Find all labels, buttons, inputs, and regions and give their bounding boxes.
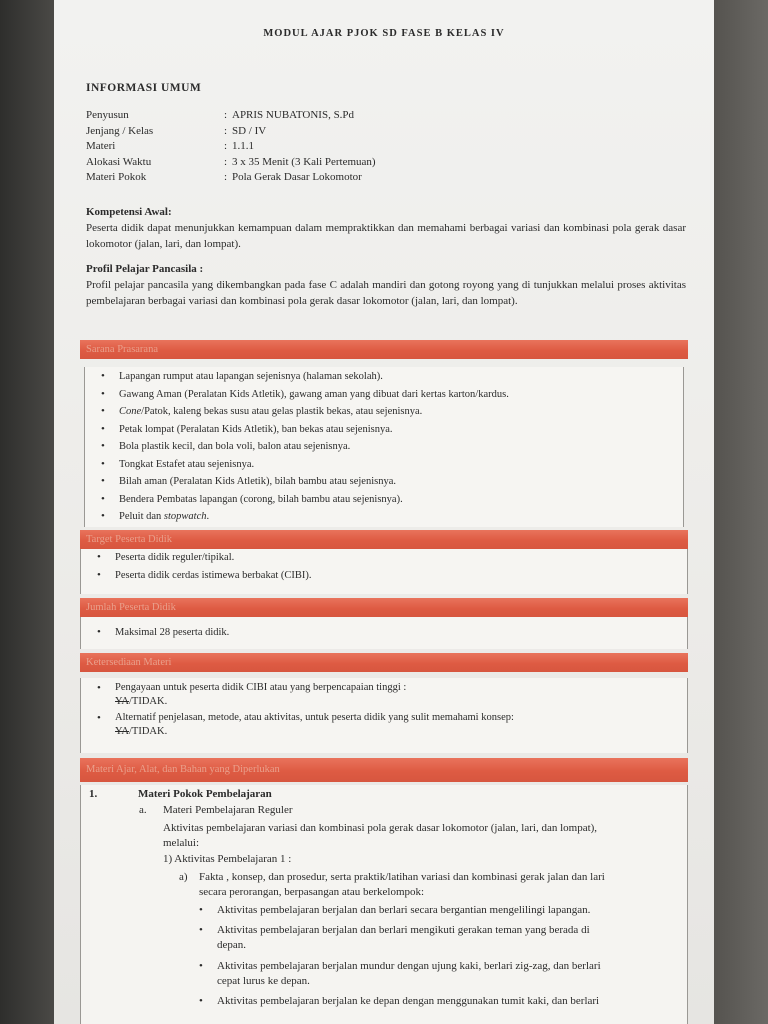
sub-a-text: Aktivitas pembelajaran variasi dan kombinasi pola gerak dasar lokomotor (jalan, lari, dan lompat), <box>163 822 598 834</box>
ketersediaan-list <box>81 678 687 739</box>
list-item: • Peserta didik cerdas istimewa berbakat (CIBI). <box>81 567 687 585</box>
bullet-text: Aktivitas pembelajaran berjalan dan berlari mengikuti gerakan teman yang berada di <box>217 924 590 936</box>
info-label: Materi <box>86 140 116 152</box>
jumlah-list <box>81 617 687 642</box>
item-rest: /TIDAK. <box>129 726 168 737</box>
struck-yes: YA <box>115 696 130 707</box>
info-value: APRIS NUBATONIS, S.Pd <box>232 109 355 121</box>
info-row <box>86 139 376 155</box>
info-row <box>86 155 376 171</box>
activity-1a-label: a) <box>179 871 188 883</box>
target-box <box>80 549 688 594</box>
kompetensi-text: Peserta didik dapat menunjukkan kemampuan dalam mempraktikkan dan memahami berbagai variasi dan kombinasi pola gerak dasar lokomotor (jalan, lari, dan lompat). <box>86 222 686 250</box>
activity-1: 1) Aktivitas Pembelajaran 1 : <box>163 853 292 865</box>
activity-1a-text: Fakta , konsep, dan prosedur, serta praktik/latihan variasi dan kombinasi gerak jalan dan lari <box>199 871 605 883</box>
profil-text: Profil pelajar pancasila yang dikembangkan pada fase C adalah mandiri dan gotong royong yang di tunjukkan melalui proses aktivitas pembelajaran berbagai variasi dan kombinasi pola gerak dasar lokomotor (jalan, lari, dan lompat). <box>86 279 686 307</box>
info-sep: : <box>224 155 228 168</box>
materi-band: Materi Ajar, Alat, dan Bahan yang Diperlukan <box>80 758 688 782</box>
info-sep: : <box>224 124 228 137</box>
info-sep: : <box>224 171 228 183</box>
materi-content <box>80 785 688 1024</box>
list-item <box>81 681 687 709</box>
list-item: • Bendera Pembatas lapangan (corong, bilah bambu atau sejenisnya). <box>85 491 683 509</box>
sarana-box <box>84 367 684 527</box>
bullet-text: cepat lurus ke depan. <box>217 975 310 987</box>
bullet-icon: • <box>199 960 203 972</box>
cone-word: Cone <box>119 406 142 417</box>
info-label: Penyusun <box>86 109 129 121</box>
info-label: Alokasi Waktu <box>86 155 152 168</box>
info-label: Materi Pokok <box>86 171 147 183</box>
list-item: • Bola plastik kecil, dan bola voli, balon atau sejenisnya. <box>85 438 683 456</box>
bullet-text: Aktivitas pembelajaran berjalan mundur dengan ujung kaki, berlari zig-zag, dan berlari <box>217 960 601 972</box>
jumlah-box <box>80 617 688 649</box>
activity-1a-text-2: secara perorangan, berpasangan atau berkelompok: <box>199 886 425 898</box>
bullet-icon: • <box>199 904 203 916</box>
info-value: Pola Gerak Dasar Lokomotor <box>232 171 362 183</box>
struck-yes: YA <box>115 726 130 737</box>
profil-heading: Profil Pelajar Pancasila : <box>86 263 204 275</box>
info-value: SD / IV <box>232 124 267 137</box>
sub-a-title: Materi Pembelajaran Reguler <box>163 804 293 816</box>
info-row <box>86 124 376 140</box>
item-text: Pengayaan untuk peserta didik CIBI atau yang berpencapaian tinggi : <box>115 682 407 693</box>
item-text: Alternatif penjelasan, metode, atau aktivitas, untuk peserta didik yang sulit memahami konsep: <box>115 712 514 723</box>
info-table <box>86 108 376 186</box>
bullet-icon: • <box>199 995 203 1007</box>
sub-a-label: a. <box>139 804 147 816</box>
materi-heading: Materi Pokok Pembelajaran <box>138 788 272 800</box>
bullet-icon: • <box>199 924 203 936</box>
list-item: • Peluit dan stopwatch. <box>85 508 683 526</box>
target-list <box>81 549 687 584</box>
list-item: • Tongkat Estafet atau sejenisnya. <box>85 456 683 474</box>
document-title: MODUL AJAR PJOK SD FASE B KELAS IV <box>263 28 505 39</box>
list-item: • Petak lompat (Peralatan Kids Atletik), ban bekas atau sejenisnya. <box>85 421 683 439</box>
list-item: • Maksimal 28 peserta didik. <box>81 624 687 642</box>
info-value: 3 x 35 Menit (3 Kali Pertemuan) <box>232 155 376 168</box>
document-page <box>54 0 714 1024</box>
bullet-text: Aktivitas pembelajaran berjalan ke depan dengan menggunakan tumit kaki, dan berlari <box>217 995 600 1007</box>
item-rest: /TIDAK. <box>129 696 168 707</box>
info-heading: INFORMASI UMUM <box>86 82 202 94</box>
kompetensi-heading: Kompetensi Awal: <box>86 206 172 218</box>
list-item: • Bilah aman (Peralatan Kids Atletik), bilah bambu atau sejenisnya. <box>85 473 683 491</box>
bullet-text: Aktivitas pembelajaran berjalan dan berlari secara bergantian mengelilingi lapangan. <box>217 904 591 916</box>
bullet-text: depan. <box>217 939 247 951</box>
info-sep: : <box>224 109 228 121</box>
info-sep: : <box>224 140 228 152</box>
materi-number: 1. <box>89 788 98 800</box>
sarana-band: Sarana Prasarana <box>80 340 688 359</box>
info-row <box>86 170 376 186</box>
list-item: • Gawang Aman (Peralatan Kids Atletik), gawang aman yang dibuat dari kertas karton/kardus. <box>85 386 683 404</box>
info-row <box>86 108 376 124</box>
list-item <box>81 711 687 739</box>
sub-a-text-2: melalui: <box>163 837 200 849</box>
list-item: • Lapangan rumput atau lapangan sejenisnya (halaman sekolah). <box>85 368 683 386</box>
list-item: • Peserta didik reguler/tipikal. <box>81 549 687 567</box>
info-value: 1.1.1 <box>232 140 254 152</box>
ketersediaan-box <box>80 678 688 753</box>
background-right <box>714 0 768 1024</box>
info-label: Jenjang / Kelas <box>86 124 154 137</box>
background-left <box>0 0 54 1024</box>
target-band: Target Peserta Didik <box>80 530 688 549</box>
stopwatch-word: stopwatch <box>163 511 207 522</box>
jumlah-band: Jumlah Peserta Didik <box>80 598 688 617</box>
list-item: • Cone/Patok, kaleng bekas susu atau gelas plastik bekas, atau sejenisnya. <box>85 403 683 421</box>
ketersediaan-band: Ketersediaan Materi <box>80 653 688 672</box>
sarana-list <box>85 367 683 526</box>
